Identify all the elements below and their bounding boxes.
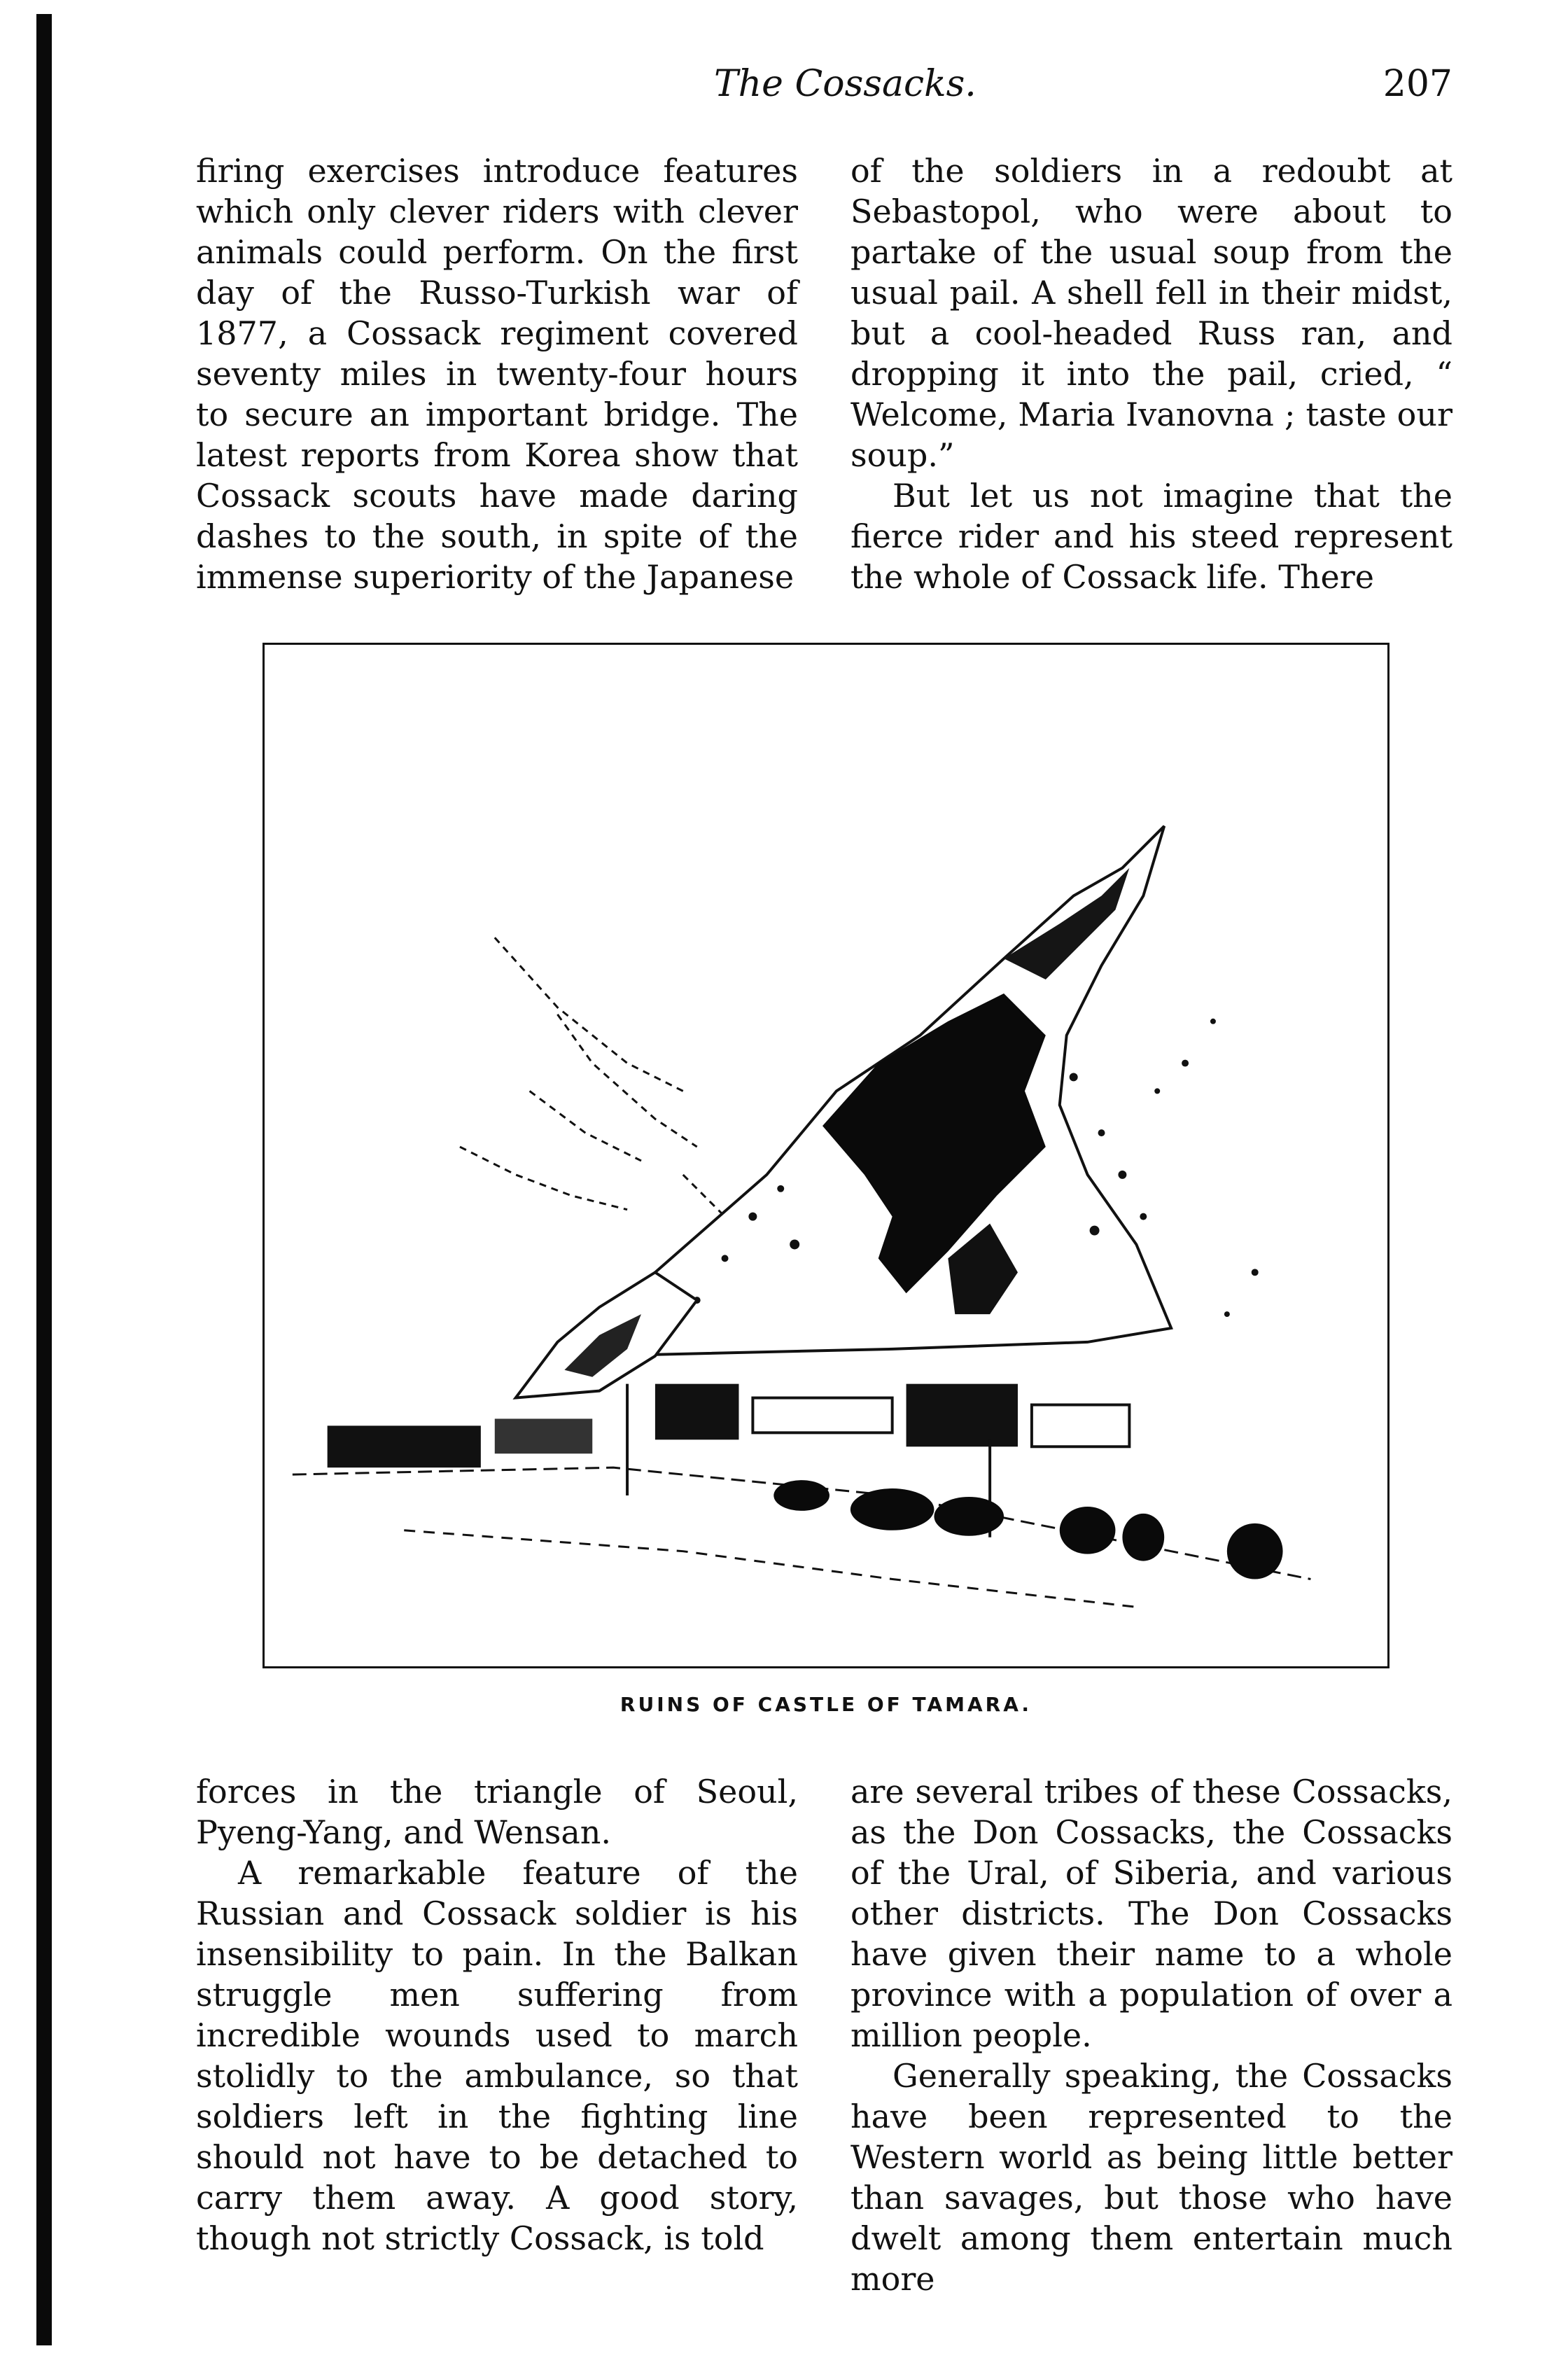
page-number: 207 [1382, 63, 1452, 105]
paragraph: are several tribes of these Cossacks, as the Don Cossacks, the Cossacks of the Ural, of Siberia, and various other districts. The Don Cossacks have given their name to a whole province with a population of over a million people. [850, 1773, 1452, 2054]
running-title: The Cossacks. [714, 63, 976, 105]
castle-ruins-illustration [265, 645, 1387, 1666]
page-header [196, 63, 1452, 112]
paragraph: firing exercises introduce features which only clever riders with clever animals could perform. On the first day of the Russo-Turkish war of 1877, a Cossack regiment covered seventy miles in twenty-four hours to secure an important bridge. The latest reports from Korea show that Cossack scouts have made daring dashes to the south, in spite of the immense superiority of the Japanese [196, 152, 798, 596]
paragraph: But let us not imagine that the fierce rider and his steed represent the whole of Cossack life. There [850, 477, 1452, 596]
column-top-left [196, 151, 798, 597]
column-top-right [850, 151, 1452, 597]
paragraph: of the soldiers in a redoubt at Sebastopol, who were about to partake of the usual soup from the usual pail. A shell fell in their midst, but a cool-headed Russ ran, and dropping it into the pail, cried, “ Welcome, Maria Ivanovna ; taste our soup.” [850, 152, 1452, 474]
column-bottom-right [850, 1771, 1452, 2299]
page-binding-edge [36, 14, 52, 2345]
travelers [774, 1480, 1282, 1579]
paragraph: forces in the triangle of Seoul, Pyeng-Yang, and Wensan. [196, 1773, 798, 1851]
paragraph: Generally speaking, the Cossacks have been represented to the Western world as being little better than savages, but those who have dwelt among them entertain much more [850, 2057, 1452, 2298]
illustration-frame [262, 643, 1390, 1668]
village-buildings [328, 1384, 1130, 1468]
paragraph: A remarkable feature of the Russian and Cossack soldier is his insensibility to pain. In the Balkan struggle men suffering from incredible wounds used to march stolidly to the ambulance, so that soldiers left in the fighting line should not have to be detached to carry them away. A good story, though not strictly Cossack, is told [196, 1854, 798, 2257]
figure-caption: RUINS OF CASTLE OF TAMARA. [620, 1693, 1032, 1716]
column-bottom-left [196, 1771, 798, 2259]
